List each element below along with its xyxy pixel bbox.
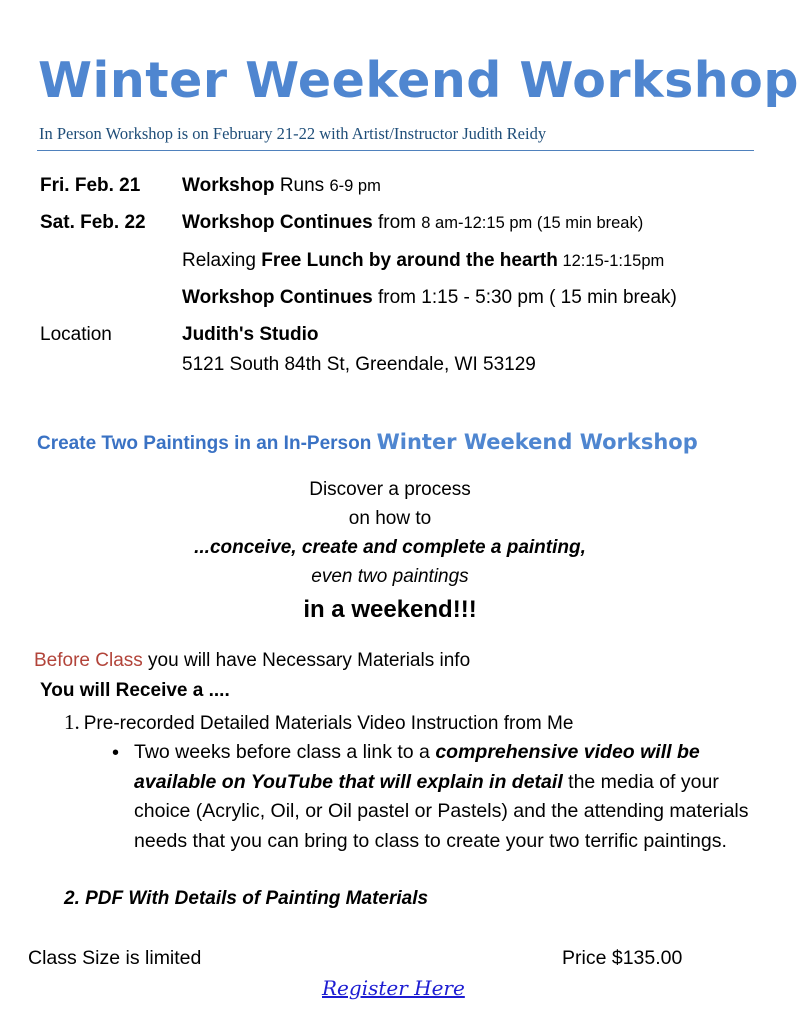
list-item-1: 1. Pre-recorded Detailed Materials Video Instruction from Me: [64, 710, 574, 734]
page-title: Winter Weekend Workshop: [38, 52, 799, 109]
intro-line-3: ...conceive, create and complete a painting,: [194, 537, 586, 558]
location-address: 5121 South 84th St, Greendale, WI 53129: [182, 354, 536, 375]
friday-details: Workshop Runs 6-9 pm: [182, 175, 381, 196]
title-divider: [37, 150, 754, 151]
class-size-text: Class Size is limited: [28, 947, 202, 969]
intro-line-2: on how to: [348, 508, 432, 529]
friday-date: Fri. Feb. 21: [40, 175, 141, 196]
price-text: Price $135.00: [562, 947, 683, 969]
before-class-text: Before Class you will have Necessary Materials info: [34, 650, 471, 671]
location-label: Location: [40, 324, 112, 345]
bullet-dot-icon: •: [112, 742, 120, 764]
location-name: Judith's Studio: [182, 324, 319, 345]
intro-line-5: in a weekend!!!: [303, 596, 477, 623]
list-item-2: 2. PDF With Details of Painting Materials: [64, 888, 429, 909]
receive-heading: You will Receive a ....: [40, 680, 230, 701]
bullet-item-text: Two weeks before class a link to a comprehensive video will be available on YouTube that will explain in detail the media of your choice (Acrylic, Oil, or Oil pastel or Pastels) and the attending materials needs that you can bring to class to create your two terrific paintings.: [134, 741, 749, 852]
saturday-morning-details: Workshop Continues from 8 am-12:15 pm (15 min break): [182, 212, 644, 233]
saturday-date: Sat. Feb. 22: [40, 212, 146, 233]
lunch-details: Relaxing Free Lunch by around the hearth 12:15-1:15pm: [182, 250, 665, 271]
page-subtitle: In Person Workshop is on February 21-22 with Artist/Instructor Judith Reidy: [39, 124, 547, 143]
register-link[interactable]: Register Here: [322, 976, 465, 1000]
saturday-afternoon-details: Workshop Continues from 1:15 - 5:30 pm ( 15 min break): [182, 287, 677, 308]
intro-line-4: even two paintings: [311, 566, 469, 587]
intro-line-1: Discover a process: [309, 479, 471, 500]
section-heading: Create Two Paintings in an In-Person Winter Weekend Workshop: [37, 430, 698, 454]
